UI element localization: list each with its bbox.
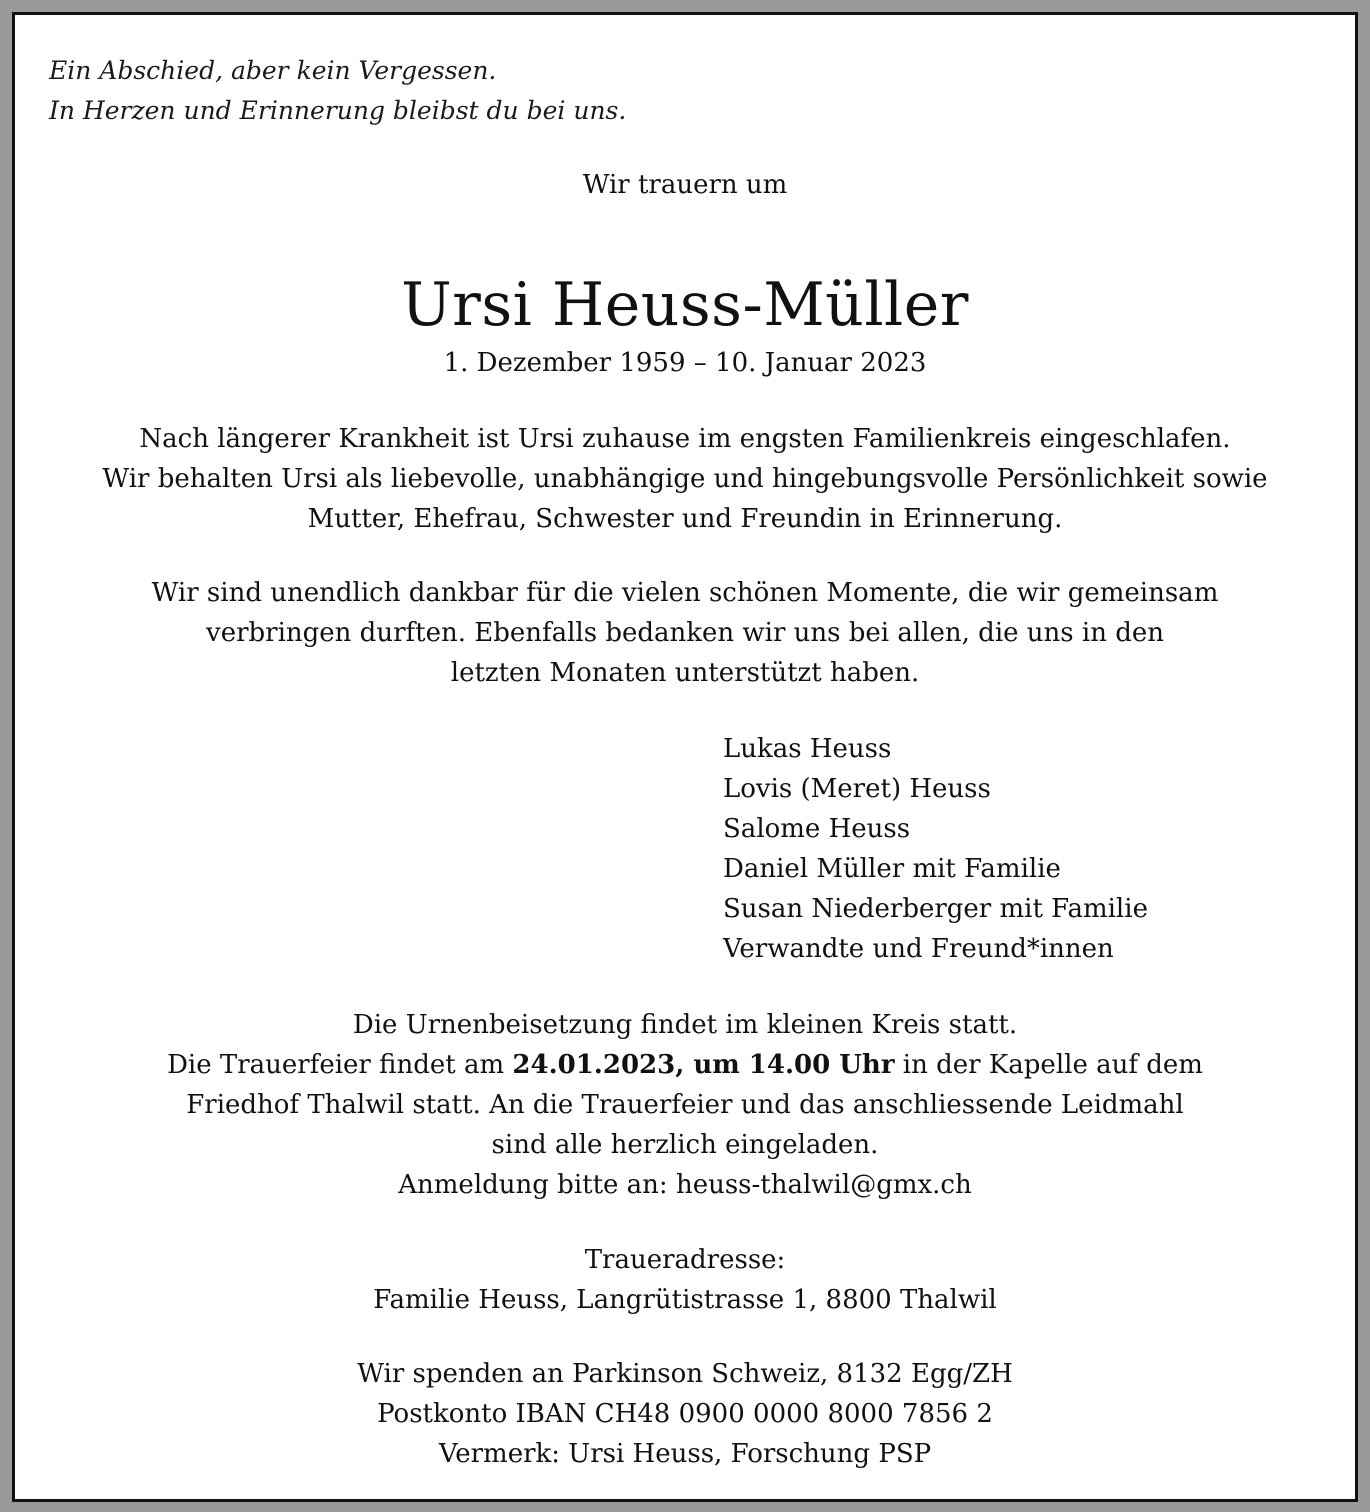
address-label: Traueradresse: <box>584 1245 786 1275</box>
donation-line: Wir spenden an Parkinson Schweiz, 8132 Egg/ZH <box>357 1359 1013 1389</box>
motto-line: Ein Abschied, aber kein Vergessen. <box>49 56 497 85</box>
mourner-name: Salome Heuss <box>723 814 911 844</box>
ceremony-date-time: 24.01.2023, um 14.00 Uhr <box>512 1050 895 1080</box>
registration-line: Anmeldung bitte an: heuss-thalwil@gmx.ch <box>398 1170 972 1200</box>
ceremony-line <box>15 1045 1355 1085</box>
paragraph-line: letzten Monaten unterstützt haben. <box>450 658 920 688</box>
mourner-name: Lukas Heuss <box>723 734 892 764</box>
donation-info <box>15 1354 1355 1474</box>
farewell-paragraph <box>15 419 1355 539</box>
paragraph-line: Nach längerer Krankheit ist Ursi zuhause im engsten Familienkreis eingeschlafen. <box>139 424 1231 454</box>
life-dates: 1. Dezember 1959 – 10. Januar 2023 <box>443 348 927 378</box>
gratitude-paragraph <box>15 573 1355 693</box>
mourner-name: Verwandte und Freund*innen <box>723 934 1114 964</box>
ceremony-line: Die Urnenbeisetzung findet im kleinen Kreis statt. <box>352 1010 1018 1040</box>
mourner-name: Daniel Müller mit Familie <box>723 854 1061 884</box>
paragraph-line: verbringen durften. Ebenfalls bedanken wir uns bei allen, die uns in den <box>206 618 1164 648</box>
paragraph-line: Mutter, Ehefrau, Schwester und Freundin in Erinnerung. <box>307 504 1063 534</box>
ceremony-text: in der Kapelle auf dem <box>894 1050 1203 1080</box>
motto-line: In Herzen und Erinnerung bleibst du bei uns. <box>49 96 627 125</box>
mourner-name: Lovis (Meret) Heuss <box>723 774 991 804</box>
ceremony-text: Die Trauerfeier findet am <box>167 1050 513 1080</box>
address-value: Familie Heuss, Langrütistrasse 1, 8800 Thalwil <box>373 1285 997 1315</box>
paragraph-line: Wir behalten Ursi als liebevolle, unabhängige und hingebungsvolle Persönlichkeit sowie <box>102 464 1268 494</box>
ceremony-paragraph <box>15 1005 1355 1205</box>
obituary-card <box>12 12 1358 1502</box>
mourner-name: Susan Niederberger mit Familie <box>723 894 1148 924</box>
ceremony-line: sind alle herzlich eingeladen. <box>491 1130 879 1160</box>
donation-line: Postkonto IBAN CH48 0900 0000 8000 7856 2 <box>377 1399 993 1429</box>
donation-line: Vermerk: Ursi Heuss, Forschung PSP <box>438 1439 932 1469</box>
ceremony-line: Friedhof Thalwil statt. An die Trauerfeier und das anschliessende Leidmahl <box>186 1090 1184 1120</box>
mourners-list <box>723 729 1148 969</box>
intro-text: Wir trauern um <box>582 170 788 200</box>
deceased-name: Ursi Heuss-Müller <box>401 270 969 340</box>
paragraph-line: Wir sind unendlich dankbar für die vielen schönen Momente, die wir gemeinsam <box>151 578 1219 608</box>
motto <box>49 51 626 131</box>
mourning-address <box>15 1240 1355 1320</box>
